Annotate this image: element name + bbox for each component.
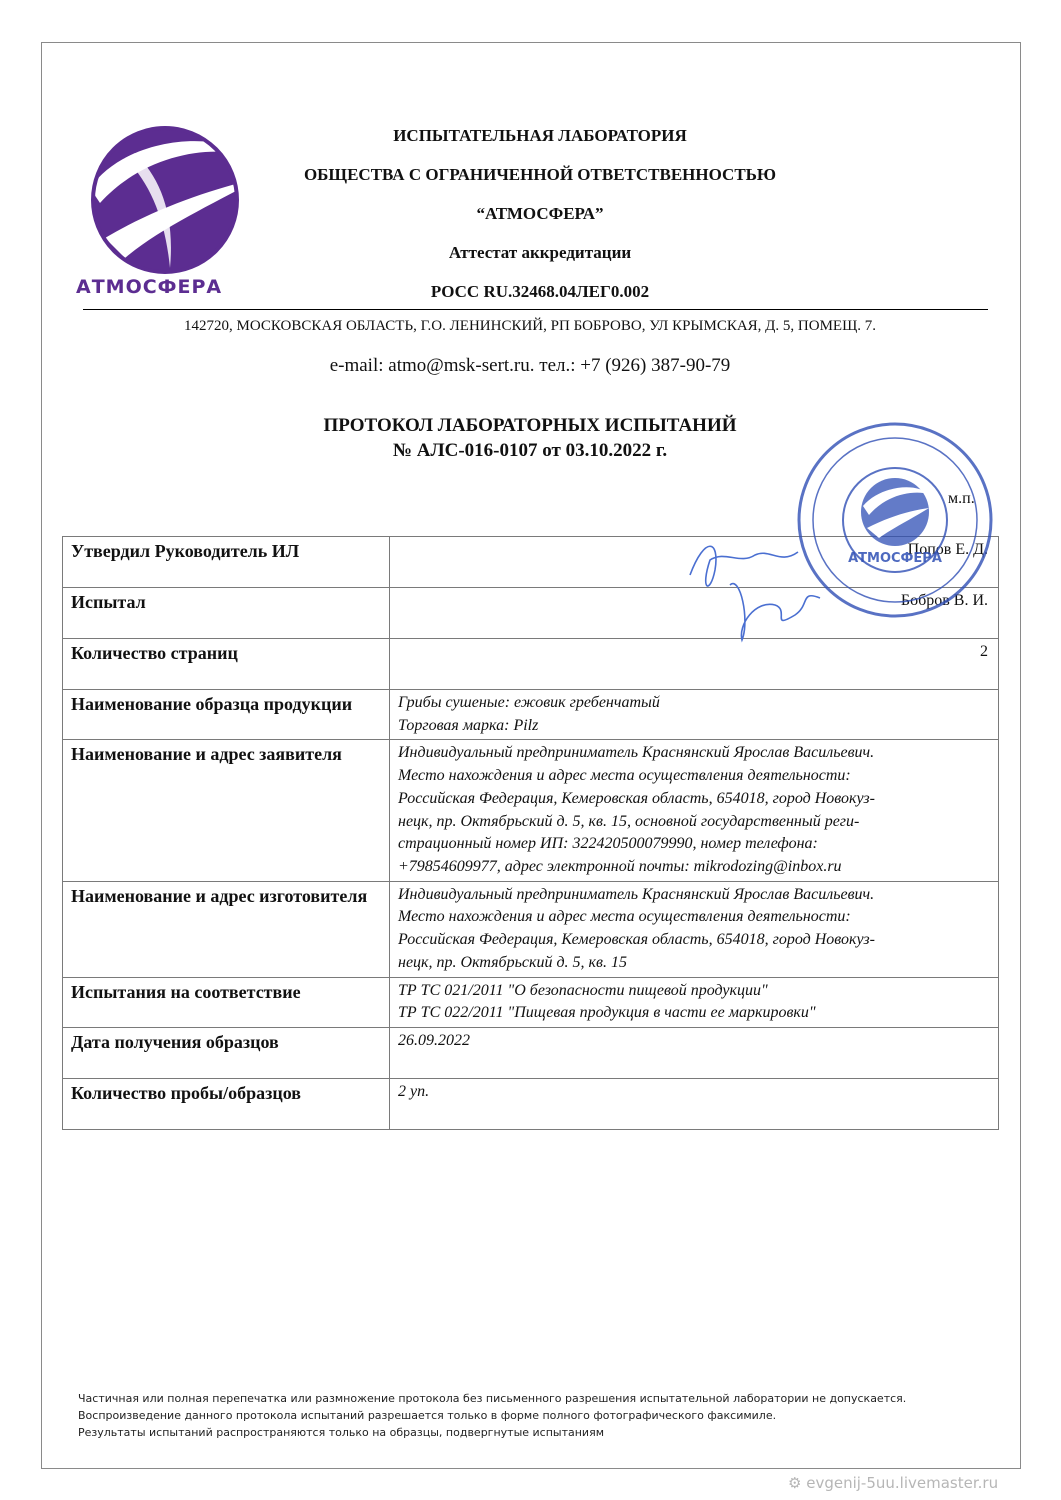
protocol-number: № АЛС-016-0107 от 03.10.2022 г. [392, 440, 668, 461]
sample-line: Грибы сушеные: ежовик гребенчатый [398, 694, 660, 711]
approved-label: Утвердил Руководитель ИЛ [63, 537, 390, 588]
footer-line-3: Результаты испытаний распространяются только на образцы, подвергнутые испытаниям [78, 1426, 604, 1439]
approved-value: Попов Е. Д. [390, 537, 999, 588]
applicant-line: +79854609977, адрес электронной почты: mikrodozing@inbox.ru [398, 858, 842, 876]
manufacturer-line: Место нахождения и адрес места осуществления деятельности: [398, 908, 851, 926]
table-row [63, 740, 999, 881]
compliance-line: ТР ТС 021/2011 "О безопасности пищевой продукции" [398, 981, 768, 999]
header-line-5: РОСС RU.32468.04ЛЕГ0.002 [430, 282, 650, 301]
applicant-label: Наименование и адрес заявителя [63, 740, 390, 881]
footer-line-2: Воспроизведение данного протокола испытаний разрешается только в форме полного фотографического факсимиле. [78, 1409, 777, 1422]
manufacturer-value [390, 881, 999, 977]
sample-label: Наименование образца продукции [63, 690, 390, 740]
received-value: 26.09.2022 [390, 1028, 999, 1079]
manufacturer-line: Индивидуальный предприниматель Краснянский Ярослав Васильевич. [398, 885, 875, 903]
manufacturer-label: Наименование и адрес изготовителя [63, 881, 390, 977]
tested-label: Испытал [63, 588, 390, 639]
stamp-center-text: АТМОСФЕРА [848, 551, 942, 566]
compliance-value [390, 977, 999, 1027]
protocol-info-table [62, 536, 999, 1130]
applicant-line: Российская Федерация, Кемеровская область, 654018, город Новокуз- [398, 789, 875, 807]
compliance-line: ТР ТС 022/2011 "Пищевая продукция в части ее маркировки" [398, 1004, 816, 1022]
header-line-2: ОБЩЕСТВА С ОГРАНИЧЕННОЙ ОТВЕТСТВЕННОСТЬЮ [303, 165, 777, 184]
table-row [63, 639, 999, 690]
lab-contacts: e-mail: atmo@msk-sert.ru. тел.: +7 (926) 387-90-79 [329, 355, 731, 376]
sample-value [390, 690, 999, 740]
logo-name: АТМОСФЕРА [76, 276, 223, 298]
pages-value: 2 [390, 639, 999, 690]
mp-mark: м.п. [948, 490, 975, 507]
watermark-text: evgenij-5uu.livemaster.ru [806, 1474, 999, 1492]
applicant-line: нецк, пр. Октябрьский д. 5, кв. 15, основной государственный реги- [398, 812, 860, 830]
tested-value: Бобров В. И. [390, 588, 999, 639]
header-line-3: “АТМОСФЕРА” [476, 204, 604, 223]
table-row [63, 1079, 999, 1130]
quantity-value: 2 уп. [390, 1079, 999, 1130]
header-line-1: ИСПЫТАТЕЛЬНАЯ ЛАБОРАТОРИЯ [393, 126, 687, 145]
footer-line-1: Частичная или полная перепечатка или размножение протокола без письменного разрешения испытательной лаборатории не допускается. [78, 1392, 907, 1405]
received-label: Дата получения образцов [63, 1028, 390, 1079]
applicant-value [390, 740, 999, 881]
applicant-line: Индивидуальный предприниматель Краснянский Ярослав Васильевич. [398, 744, 875, 762]
manufacturer-line: нецк, пр. Октябрьский д. 5, кв. 15 [398, 953, 627, 971]
table-row [63, 977, 999, 1027]
applicant-line: Место нахождения и адрес места осуществления деятельности: [398, 767, 851, 785]
sample-line: Торговая марка: Pilz [398, 716, 539, 734]
header-rule [83, 309, 988, 310]
watermark [788, 1474, 998, 1492]
pages-label: Количество страниц [63, 639, 390, 690]
applicant-line: страционный номер ИП: 322420500079990, номер телефона: [398, 835, 818, 853]
handwritten-signature [680, 520, 850, 650]
table-row [63, 690, 999, 740]
lab-address: 142720, МОСКОВСКАЯ ОБЛАСТЬ, Г.О. ЛЕНИНСКИЙ, РП БОБРОВО, УЛ КРЫМСКАЯ, Д. 5, ПОМЕЩ. 7. [184, 318, 876, 334]
table-row [63, 881, 999, 977]
manufacturer-line: Российская Федерация, Кемеровская область, 654018, город Новокуз- [398, 931, 875, 949]
quantity-label: Количество пробы/образцов [63, 1079, 390, 1130]
protocol-title: ПРОТОКОЛ ЛАБОРАТОРНЫХ ИСПЫТАНИЙ [323, 415, 737, 436]
compliance-label: Испытания на соответствие [63, 977, 390, 1027]
gear-icon: ⚙ [788, 1474, 802, 1492]
table-row [63, 1028, 999, 1079]
header-line-4: Аттестат аккредитации [448, 243, 632, 262]
